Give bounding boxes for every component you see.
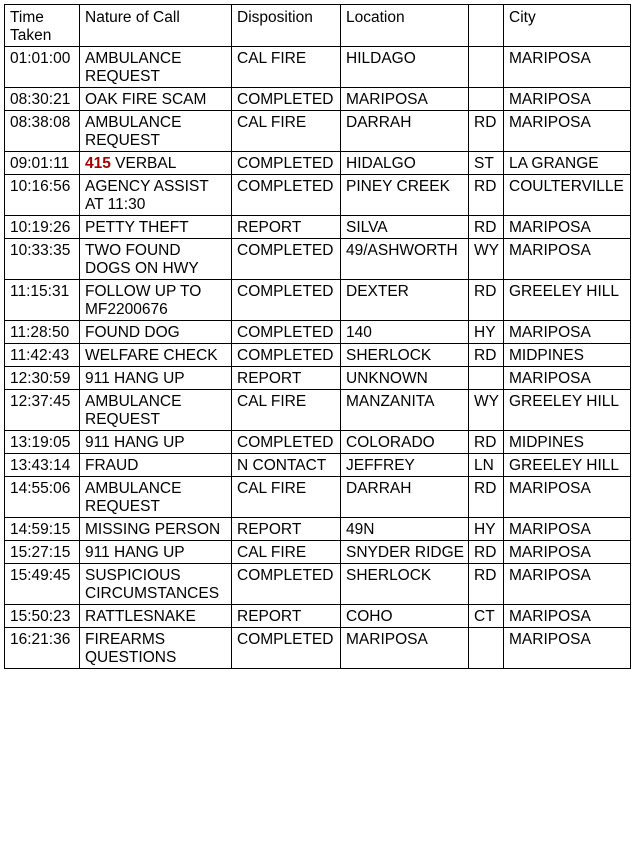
nature-of-call-text: FOUND DOG xyxy=(85,324,180,341)
location-cell: SILVA xyxy=(341,216,469,239)
header-disposition: Disposition xyxy=(232,5,341,47)
street-suffix-cell: RD xyxy=(469,477,504,518)
street-suffix-cell: LN xyxy=(469,454,504,477)
header-location: Location xyxy=(341,5,469,47)
nature-of-call-text: PETTY THEFT xyxy=(85,219,189,236)
nature-of-call-text: 911 HANG UP xyxy=(85,544,185,561)
header-time-taken: Time Taken xyxy=(5,5,80,47)
location-cell: 49N xyxy=(341,518,469,541)
nature-of-call-cell xyxy=(80,564,232,605)
nature-of-call-cell xyxy=(80,541,232,564)
nature-of-call-cell xyxy=(80,47,232,88)
city-cell: MARIPOSA xyxy=(504,605,631,628)
nature-of-call-cell xyxy=(80,280,232,321)
table-row xyxy=(5,454,631,477)
time-taken-cell: 10:16:56 xyxy=(5,175,80,216)
city-cell: MARIPOSA xyxy=(504,239,631,280)
street-suffix-cell: RD xyxy=(469,111,504,152)
street-suffix-cell: WY xyxy=(469,239,504,280)
location-cell: 49/ASHWORTH xyxy=(341,239,469,280)
location-cell: HIDALGO xyxy=(341,152,469,175)
street-suffix-cell: RD xyxy=(469,564,504,605)
disposition-cell: CAL FIRE xyxy=(232,390,341,431)
disposition-cell: COMPLETED xyxy=(232,564,341,605)
nature-of-call-cell xyxy=(80,175,232,216)
time-taken-cell: 14:55:06 xyxy=(5,477,80,518)
city-cell: MARIPOSA xyxy=(504,321,631,344)
nature-of-call-text: FIREARMS QUESTIONS xyxy=(85,631,177,666)
street-suffix-cell: RD xyxy=(469,541,504,564)
disposition-cell: COMPLETED xyxy=(232,152,341,175)
time-taken-cell: 14:59:15 xyxy=(5,518,80,541)
city-cell: MARIPOSA xyxy=(504,541,631,564)
street-suffix-cell: RD xyxy=(469,431,504,454)
city-cell: COULTERVILLE xyxy=(504,175,631,216)
table-row xyxy=(5,628,631,669)
nature-of-call-cell xyxy=(80,431,232,454)
table-row xyxy=(5,175,631,216)
location-cell: PINEY CREEK xyxy=(341,175,469,216)
nature-of-call-cell xyxy=(80,216,232,239)
nature-of-call-text: FRAUD xyxy=(85,457,139,474)
street-suffix-cell: HY xyxy=(469,321,504,344)
table-row xyxy=(5,390,631,431)
time-taken-cell: 08:38:08 xyxy=(5,111,80,152)
time-taken-cell: 13:43:14 xyxy=(5,454,80,477)
nature-of-call-cell xyxy=(80,344,232,367)
nature-of-call-text: AMBULANCE REQUEST xyxy=(85,114,182,149)
header-nature-of-call: Nature of Call xyxy=(80,5,232,47)
city-cell: MARIPOSA xyxy=(504,47,631,88)
time-taken-cell: 13:19:05 xyxy=(5,431,80,454)
header-city: City xyxy=(504,5,631,47)
time-taken-cell: 08:30:21 xyxy=(5,88,80,111)
city-cell: MARIPOSA xyxy=(504,564,631,605)
location-cell: UNKNOWN xyxy=(341,367,469,390)
disposition-cell: COMPLETED xyxy=(232,175,341,216)
location-cell: MARIPOSA xyxy=(341,628,469,669)
street-suffix-cell xyxy=(469,628,504,669)
street-suffix-cell: RD xyxy=(469,175,504,216)
header-street-suffix xyxy=(469,5,504,47)
nature-of-call-text: SUSPICIOUS CIRCUMSTANCES xyxy=(85,567,220,602)
nature-of-call-cell xyxy=(80,88,232,111)
time-taken-cell: 16:21:36 xyxy=(5,628,80,669)
nature-of-call-cell xyxy=(80,152,232,175)
table-row xyxy=(5,518,631,541)
location-cell: COLORADO xyxy=(341,431,469,454)
disposition-cell: COMPLETED xyxy=(232,239,341,280)
street-suffix-cell: RD xyxy=(469,216,504,239)
nature-of-call-text: AMBULANCE REQUEST xyxy=(85,480,182,515)
time-taken-cell: 11:42:43 xyxy=(5,344,80,367)
table-row xyxy=(5,431,631,454)
city-cell: MIDPINES xyxy=(504,344,631,367)
street-suffix-cell: ST xyxy=(469,152,504,175)
nature-of-call-text: VERBAL xyxy=(110,155,177,172)
location-cell: HILDAGO xyxy=(341,47,469,88)
call-log-body xyxy=(5,47,631,669)
location-cell: MANZANITA xyxy=(341,390,469,431)
table-row xyxy=(5,239,631,280)
street-suffix-cell xyxy=(469,88,504,111)
time-taken-cell: 11:28:50 xyxy=(5,321,80,344)
table-row xyxy=(5,344,631,367)
disposition-cell: N CONTACT xyxy=(232,454,341,477)
disposition-cell: CAL FIRE xyxy=(232,477,341,518)
disposition-cell: COMPLETED xyxy=(232,321,341,344)
city-cell: GREELEY HILL xyxy=(504,390,631,431)
time-taken-cell: 12:37:45 xyxy=(5,390,80,431)
location-cell: COHO xyxy=(341,605,469,628)
table-row xyxy=(5,152,631,175)
table-row xyxy=(5,88,631,111)
street-suffix-cell: CT xyxy=(469,605,504,628)
disposition-cell: COMPLETED xyxy=(232,88,341,111)
nature-of-call-text: AMBULANCE REQUEST xyxy=(85,393,182,428)
disposition-cell: REPORT xyxy=(232,216,341,239)
table-row xyxy=(5,216,631,239)
nature-of-call-cell xyxy=(80,239,232,280)
city-cell: MARIPOSA xyxy=(504,111,631,152)
nature-of-call-cell xyxy=(80,454,232,477)
time-taken-cell: 15:49:45 xyxy=(5,564,80,605)
street-suffix-cell xyxy=(469,47,504,88)
city-cell: GREELEY HILL xyxy=(504,280,631,321)
city-cell: MARIPOSA xyxy=(504,628,631,669)
table-row xyxy=(5,541,631,564)
nature-of-call-cell xyxy=(80,477,232,518)
disposition-cell: REPORT xyxy=(232,605,341,628)
city-cell: MARIPOSA xyxy=(504,216,631,239)
time-taken-cell: 01:01:00 xyxy=(5,47,80,88)
city-cell: MIDPINES xyxy=(504,431,631,454)
time-taken-cell: 15:27:15 xyxy=(5,541,80,564)
city-cell: GREELEY HILL xyxy=(504,454,631,477)
street-suffix-cell: WY xyxy=(469,390,504,431)
city-cell: MARIPOSA xyxy=(504,88,631,111)
nature-of-call-cell xyxy=(80,518,232,541)
time-taken-cell: 12:30:59 xyxy=(5,367,80,390)
nature-of-call-cell xyxy=(80,390,232,431)
location-cell: SNYDER RIDGE xyxy=(341,541,469,564)
city-cell: MARIPOSA xyxy=(504,477,631,518)
nature-of-call-text: AMBULANCE REQUEST xyxy=(85,50,182,85)
table-row xyxy=(5,367,631,390)
disposition-cell: COMPLETED xyxy=(232,431,341,454)
disposition-cell: REPORT xyxy=(232,367,341,390)
city-cell: MARIPOSA xyxy=(504,518,631,541)
nature-of-call-cell xyxy=(80,321,232,344)
table-row xyxy=(5,280,631,321)
disposition-cell: CAL FIRE xyxy=(232,541,341,564)
nature-of-call-cell xyxy=(80,605,232,628)
nature-of-call-text: MISSING PERSON xyxy=(85,521,221,538)
disposition-cell: REPORT xyxy=(232,518,341,541)
header-row xyxy=(5,5,631,47)
call-code-highlight: 415 xyxy=(85,155,111,172)
location-cell: DEXTER xyxy=(341,280,469,321)
disposition-cell: COMPLETED xyxy=(232,280,341,321)
table-row xyxy=(5,111,631,152)
nature-of-call-text: 911 HANG UP xyxy=(85,434,185,451)
location-cell: SHERLOCK xyxy=(341,564,469,605)
street-suffix-cell xyxy=(469,367,504,390)
nature-of-call-cell xyxy=(80,111,232,152)
city-cell: MARIPOSA xyxy=(504,367,631,390)
nature-of-call-text: FOLLOW UP TO MF2200676 xyxy=(85,283,202,318)
location-cell: DARRAH xyxy=(341,111,469,152)
location-cell: JEFFREY xyxy=(341,454,469,477)
street-suffix-cell: RD xyxy=(469,344,504,367)
nature-of-call-cell xyxy=(80,628,232,669)
city-cell: LA GRANGE xyxy=(504,152,631,175)
table-row xyxy=(5,564,631,605)
time-taken-cell: 09:01:11 xyxy=(5,152,80,175)
table-row xyxy=(5,47,631,88)
location-cell: SHERLOCK xyxy=(341,344,469,367)
call-log-table xyxy=(4,4,631,669)
nature-of-call-text: OAK FIRE SCAM xyxy=(85,91,207,108)
table-row xyxy=(5,605,631,628)
disposition-cell: CAL FIRE xyxy=(232,47,341,88)
time-taken-cell: 11:15:31 xyxy=(5,280,80,321)
disposition-cell: COMPLETED xyxy=(232,344,341,367)
location-cell: DARRAH xyxy=(341,477,469,518)
location-cell: 140 xyxy=(341,321,469,344)
time-taken-cell: 15:50:23 xyxy=(5,605,80,628)
disposition-cell: CAL FIRE xyxy=(232,111,341,152)
nature-of-call-text: 911 HANG UP xyxy=(85,370,185,387)
time-taken-cell: 10:19:26 xyxy=(5,216,80,239)
table-row xyxy=(5,477,631,518)
nature-of-call-cell xyxy=(80,367,232,390)
nature-of-call-text: WELFARE CHECK xyxy=(85,347,218,364)
nature-of-call-text: AGENCY ASSIST AT 11:30 xyxy=(85,178,209,213)
location-cell: MARIPOSA xyxy=(341,88,469,111)
time-taken-cell: 10:33:35 xyxy=(5,239,80,280)
table-row xyxy=(5,321,631,344)
nature-of-call-text: TWO FOUND DOGS ON HWY xyxy=(85,242,199,277)
street-suffix-cell: RD xyxy=(469,280,504,321)
street-suffix-cell: HY xyxy=(469,518,504,541)
disposition-cell: COMPLETED xyxy=(232,628,341,669)
nature-of-call-text: RATTLESNAKE xyxy=(85,608,196,625)
